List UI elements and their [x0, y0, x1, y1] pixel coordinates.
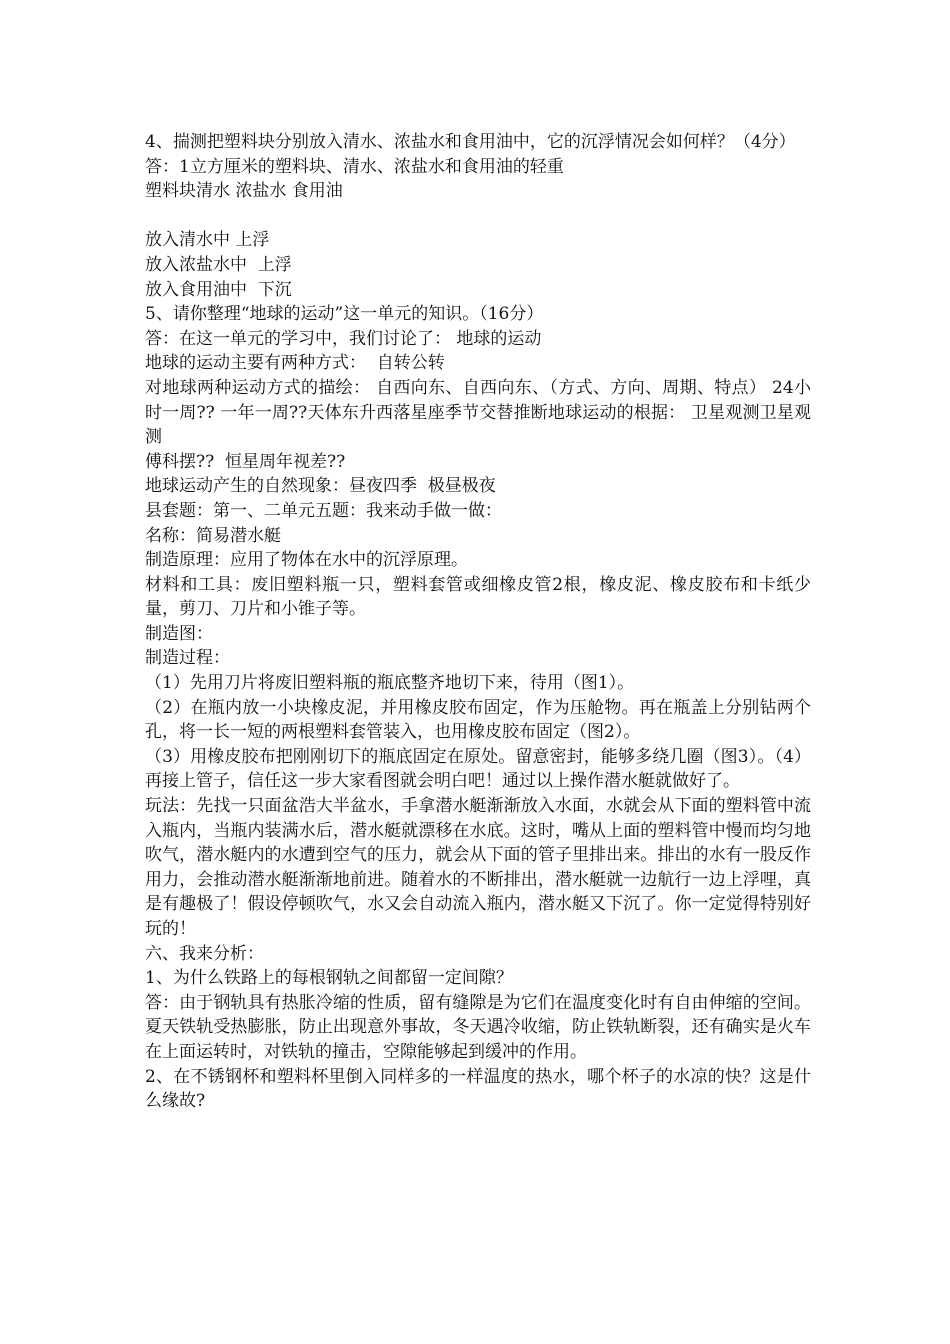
- blank-line: [145, 204, 811, 229]
- analysis-question-1: 1、为什么铁路上的每根钢轨之间都留一定间隙？: [145, 968, 513, 989]
- question-4-result-water: 放入清水中 上浮: [145, 230, 270, 251]
- project-process-label: 制造过程：: [145, 648, 230, 669]
- document-body: [145, 130, 811, 1114]
- question-5-answer-evidence: 傅科摆?? 恒星周年视差??: [145, 451, 346, 472]
- question-5-answer-ways: 地球的运动主要有两种方式： 自转公转: [145, 353, 445, 374]
- question-4-result-salt-water: 放入浓盐水中 上浮: [145, 254, 292, 275]
- project-principle: 制造原理：应用了物体在水中的沉浮原理。: [145, 550, 468, 571]
- question-5-answer-phenomena: 地球运动产生的自然现象：昼夜四季 极昼极夜: [145, 476, 496, 497]
- question-4-title: 4、揣测把塑料块分别放入清水、浓盐水和食用油中，它的沉浮情况会如何样？（4分）: [145, 132, 796, 152]
- process-step-3: （3）用橡皮胶布把刚刚切下的瓶底固定在原处。留意密封，能够多绕几圈（图3）。（4）再接上管子，信任这一步大家看图就会明白吧！通过以上操作潜水艇就做好了。: [145, 746, 811, 792]
- question-5-answer-description: 对地球两种运动方式的描绘： 自西向东、自西向东、（方式、方向、周期、特点） 24小时一周?? 一年一周??天体东升西落星座季节交替推断地球运动的根据： 卫星观测卫星观测: [145, 377, 811, 448]
- process-step-2: （2）在瓶内放一小块橡皮泥，并用橡皮胶布固定，作为压舱物。再在瓶盖上分别钻两个孔，将一长一短的两根塑料套管装入，也用橡皮胶布固定（图2）。: [145, 697, 811, 743]
- section-six-title: 六、我来分析：: [145, 943, 264, 964]
- project-diagram-label: 制造图：: [145, 623, 213, 644]
- analysis-question-2: 2、在不锈钢杯和塑料杯里倒入同样多的一样温度的热水，哪个杯子的水凉的快？这是什么缘故?: [145, 1066, 811, 1112]
- question-4-result-oil: 放入食用油中 下沉: [145, 279, 292, 300]
- section-title: 县套题：第一、二单元五题：我来动手做一做：: [145, 500, 502, 521]
- question-4-items: 塑料块清水 浓盐水 食用油: [145, 181, 343, 202]
- play-instructions: 玩法：先找一只面盆浩大半盆水，手拿潜水艇渐渐放入水面，水就会从下面的塑料管中流入瓶内，当瓶内装满水后，潜水艇就漂移在水底。这时，嘴从上面的塑料管中慢而均匀地吹气，潜水艇内的水遭到空气的压力，就会从下面的管子里排出来。排出的水有一股反作用力，会推动潜水艇渐渐地前进。随着水的不断排出，潜水艇就一边航行一边上浮哩，真是有趣极了！假设停顿吹气，水又会自动流入瓶内，潜水艇又下沉了。你一定觉得特别好玩的！: [145, 796, 811, 939]
- question-5-title: 5、请你整理“地球的运动”这一单元的知识。（16分）: [145, 304, 544, 325]
- project-materials: 材料和工具：废旧塑料瓶一只，塑料套管或细橡皮管2根，橡皮泥、橡皮胶布和卡纸少量，剪刀、刀片和小锥子等。: [145, 574, 811, 620]
- question-5-answer-intro: 答：在这一单元的学习中，我们讨论了： 地球的运动: [145, 328, 542, 349]
- process-step-1: （1）先用刀片将废旧塑料瓶的瓶底整齐地切下来，待用（图1）。: [145, 673, 635, 694]
- question-4-answer: 答：1立方厘米的塑料块、清水、浓盐水和食用油的轻重: [145, 156, 564, 177]
- project-name: 名称：简易潜水艇: [145, 525, 281, 546]
- analysis-answer-1: 答：由于钢轨具有热胀冷缩的性质，留有缝隙是为它们在温度变化时有自由伸缩的空间。夏天铁轨受热膨胀，防止出现意外事故，冬天遇冷收缩，防止铁轨断裂，还有确实是火车在上面运转时，对铁轨的撞击，空隙能够起到缓冲的作用。: [145, 992, 811, 1062]
